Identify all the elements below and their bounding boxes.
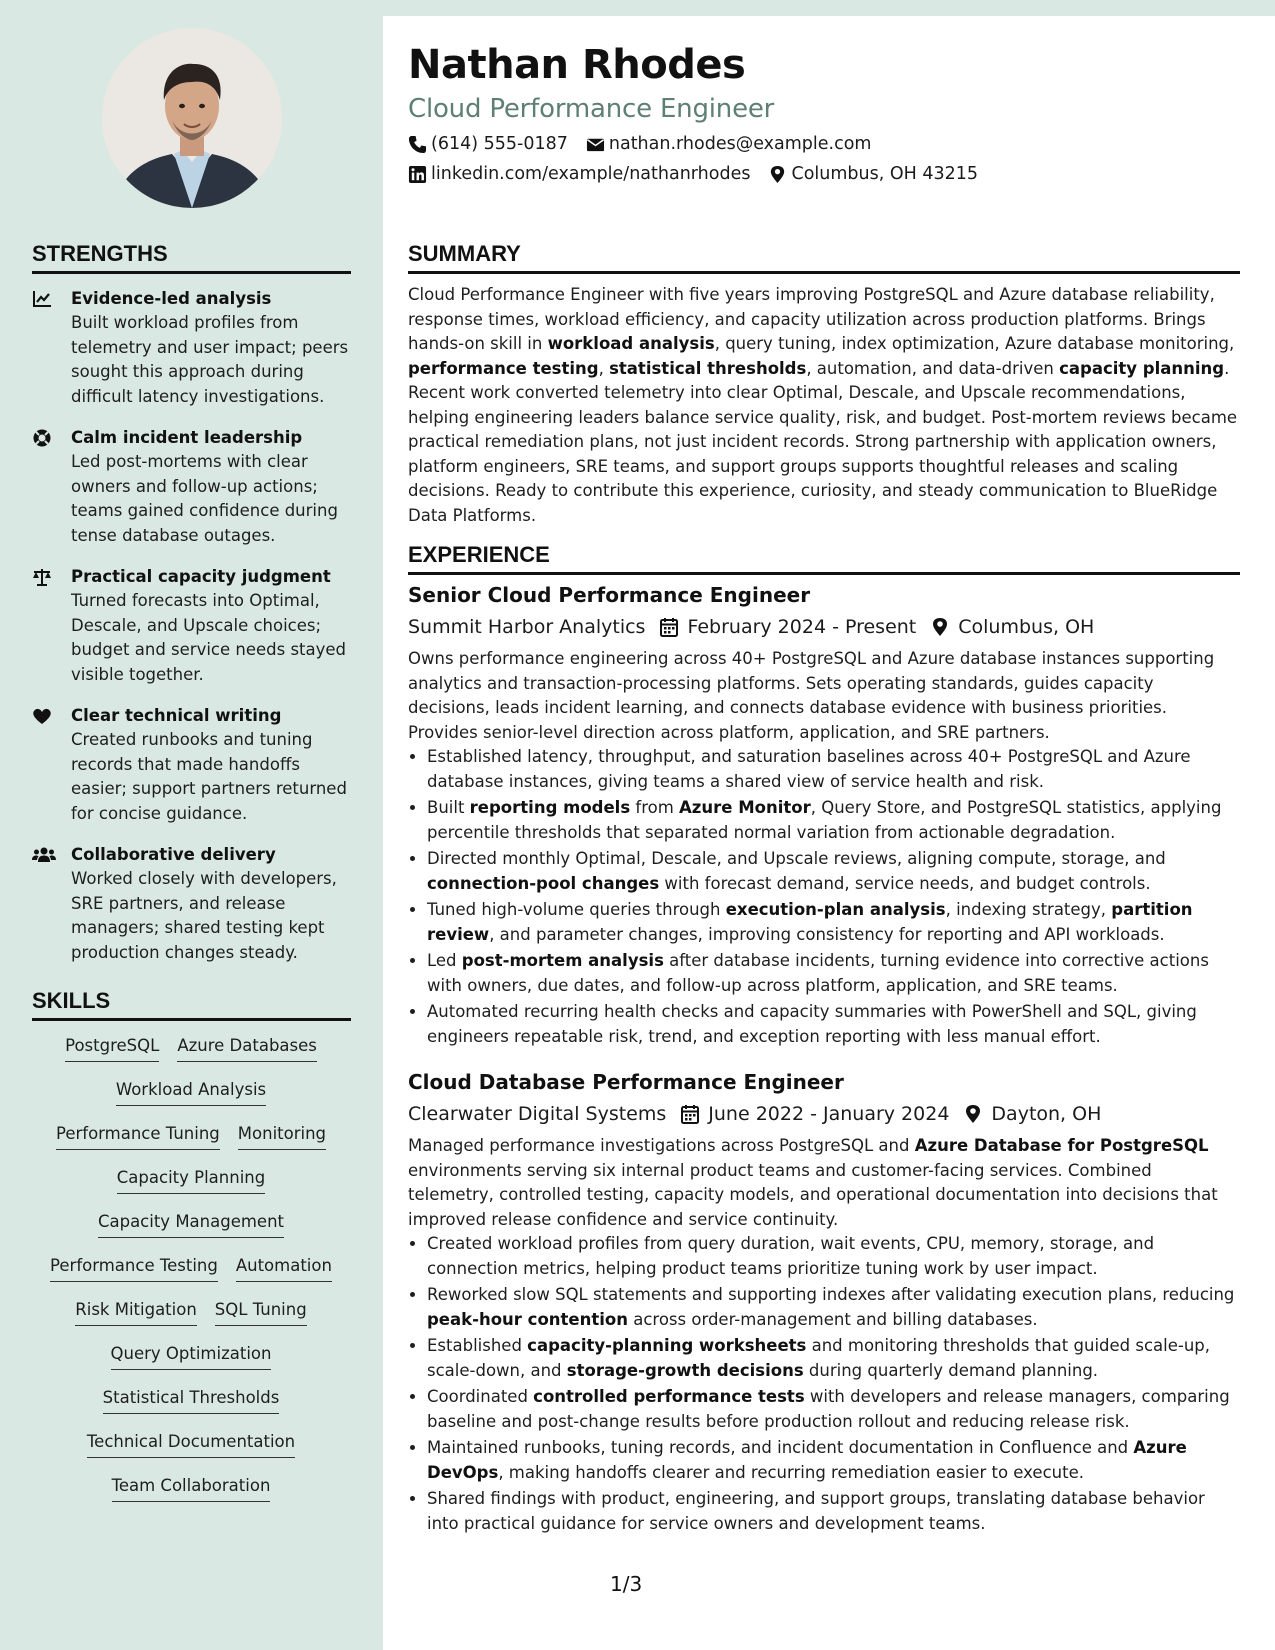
job-entry	[408, 581, 1240, 1051]
job-title: Cloud Database Performance Engineer	[408, 1070, 844, 1094]
life-ring-icon	[32, 425, 71, 548]
candidate-role: Cloud Performance Engineer	[408, 94, 775, 124]
contact-row	[408, 134, 889, 154]
skill-tag: Query Optimization	[111, 1342, 272, 1370]
job-bullets	[408, 1232, 1240, 1536]
strength-item	[32, 286, 350, 409]
strength-text: Built workload profiles from telemetry and user impact; peers sought this approach during difficult latency investigations.	[71, 313, 349, 406]
summary-heading: SUMMARY	[408, 241, 1240, 274]
job-dates: June 2022 - January 2024	[708, 1103, 950, 1125]
job-meta	[408, 1100, 1240, 1128]
job-bullets	[408, 745, 1240, 1049]
skill-tag: Workload Analysis	[116, 1078, 266, 1106]
job-bullet: • Automated recurring health checks and capacity summaries with PowerShell and SQL, giving engineers repeatable risk, trend, and exception reporting with less manual effort.	[427, 1000, 1240, 1049]
strength-item	[32, 425, 350, 548]
calendar-icon	[659, 617, 679, 637]
job-location: Dayton, OH	[991, 1103, 1102, 1125]
job-bullet: • Established capacity-planning worksheets and monitoring thresholds that guided scale-up, scale-down, and storage-growth decisions during quarterly demand planning.	[427, 1334, 1240, 1383]
job-description: Owns performance engineering across 40+ PostgreSQL and Azure database instances supporting analytics and transaction-processing platforms. Sets operating standards, guides capacity decisions, leads incident learning, and connects database evidence with business priorities. Provides senior-level direction across platform, application, and SRE partners.	[408, 649, 1215, 742]
balance-scale-icon	[32, 564, 71, 687]
strengths-list	[32, 286, 350, 981]
linkedin-link[interactable]: linkedin.com/example/nathanrhodes	[431, 164, 751, 184]
job-dates: February 2024 - Present	[687, 616, 917, 638]
job-bullet: • Established latency, throughput, and saturation baselines across 40+ PostgreSQL and Azure database instances, giving teams a shared view of service health and risk.	[427, 745, 1240, 794]
strength-text: Worked closely with developers, SRE partners, and release managers; shared testing kept production changes steady.	[71, 869, 337, 962]
skill-tag: Azure Databases	[177, 1034, 317, 1062]
skill-tag: Team Collaboration	[112, 1474, 271, 1502]
contact-row	[408, 164, 996, 184]
users-icon	[32, 842, 71, 965]
strength-item	[32, 842, 350, 965]
skill-tag: Monitoring	[238, 1122, 326, 1150]
job-bullet: • Directed monthly Optimal, Descale, and Upscale reviews, aligning compute, storage, and connection-pool changes with forecast demand, service needs, and budget controls.	[427, 847, 1240, 896]
company-name: Clearwater Digital Systems	[408, 1103, 667, 1125]
header-band	[383, 0, 1275, 16]
skill-tag: Performance Tuning	[56, 1122, 220, 1150]
job-bullet: • Created workload profiles from query duration, wait events, CPU, memory, storage, and connection metrics, helping product teams prioritize tuning work by user impact.	[427, 1232, 1240, 1281]
chart-line-icon	[32, 286, 71, 409]
job-title: Senior Cloud Performance Engineer	[408, 583, 811, 607]
email-link[interactable]: nathan.rhodes@example.com	[608, 134, 872, 154]
job-meta	[408, 613, 1240, 641]
strength-text: Created runbooks and tuning records that made handoffs easier; support partners returned for concise guidance.	[71, 730, 347, 823]
heart-icon	[32, 703, 71, 826]
strength-title: Calm incident leadership	[71, 428, 303, 447]
job-bullet: • Reworked slow SQL statements and supporting indexes after validating execution plans, reducing peak-hour contention across order-management and billing databases.	[427, 1283, 1240, 1332]
strength-item	[32, 703, 350, 826]
skill-tag: Technical Documentation	[87, 1430, 295, 1458]
skill-tag: Statistical Thresholds	[103, 1386, 280, 1414]
skills-list	[32, 1034, 350, 1518]
strengths-heading: STRENGTHS	[32, 241, 351, 274]
phone-icon	[408, 135, 427, 154]
job-bullet: • Coordinated controlled performance tests with developers and release managers, comparing baseline and post-change results before production rollout and reducing release risk.	[427, 1385, 1240, 1434]
job-bullet: • Tuned high-volume queries through execution-plan analysis, indexing strategy, partition review, and parameter changes, improving consistency for reporting and API workloads.	[427, 898, 1240, 947]
envelope-icon	[586, 135, 605, 154]
map-pin-icon	[768, 165, 787, 184]
skill-tag: Performance Testing	[50, 1254, 218, 1282]
job-entry	[408, 1068, 1240, 1538]
calendar-icon	[680, 1104, 700, 1124]
strength-text: Led post-mortems with clear owners and follow-up actions; teams gained confidence during tense database outages.	[71, 452, 338, 545]
strength-title: Collaborative delivery	[71, 845, 276, 864]
job-location: Columbus, OH	[958, 616, 1095, 638]
skill-tag: PostgreSQL	[65, 1034, 159, 1062]
phone-text[interactable]: (614) 555-0187	[431, 134, 568, 154]
strength-title: Practical capacity judgment	[71, 567, 331, 586]
job-bullet: • Shared findings with product, engineering, and support groups, translating database behavior into practical guidance for service owners and development teams.	[427, 1487, 1240, 1536]
strength-item	[32, 564, 350, 687]
linkedin-icon	[408, 165, 427, 184]
experience-heading: EXPERIENCE	[408, 542, 1240, 575]
skill-tag: Capacity Management	[98, 1210, 284, 1238]
candidate-name: Nathan Rhodes	[408, 42, 746, 88]
strength-text: Turned forecasts into Optimal, Descale, and Upscale choices; budget and service needs stayed visible together.	[71, 591, 347, 684]
skill-tag: Automation	[236, 1254, 332, 1282]
job-bullet: • Maintained runbooks, tuning records, and incident documentation in Confluence and Azure DevOps, making handoffs clearer and recurring remediation easier to execute.	[427, 1436, 1240, 1485]
strength-title: Evidence-led analysis	[71, 289, 272, 308]
skill-tag: Capacity Planning	[117, 1166, 265, 1194]
location-text: Columbus, OH 43215	[791, 164, 979, 184]
strength-title: Clear technical writing	[71, 706, 282, 725]
skills-heading: SKILLS	[32, 988, 351, 1021]
profile-photo	[102, 28, 282, 208]
summary-text: Cloud Performance Engineer with five years improving PostgreSQL and Azure database reliability, response times, workload efficiency, and capacity utilization across production platforms. Brings hands-on skill in workload analysis, query tuning, index optimization, Azure database monitoring, performance testing, statistical thresholds, automation, and data-driven capacity planning. Recent work converted telemetry into clear Optimal, Descale, and Upscale recommendations, helping engineering leaders balance service quality, risk, and budget. Post-mortem reviews became practical remediation plans, not just incident records. Strong partnership with application owners, platform engineers, SRE teams, and support groups supports thoughtful releases and scaling decisions. Ready to contribute this experience, curiosity, and steady communication to BlueRidge Data Platforms.	[408, 285, 1238, 525]
skill-tag: SQL Tuning	[215, 1298, 307, 1326]
map-pin-icon	[963, 1104, 983, 1124]
page-number: 1/3	[610, 1572, 643, 1596]
job-bullet: • Built reporting models from Azure Monitor, Query Store, and PostgreSQL statistics, applying percentile thresholds that separated normal variation from actionable degradation.	[427, 796, 1240, 845]
job-bullet: • Led post-mortem analysis after database incidents, turning evidence into corrective actions with owners, due dates, and follow-up across platform, application, and SRE teams.	[427, 949, 1240, 998]
job-description: Managed performance investigations across PostgreSQL and Azure Database for PostgreSQL environments serving six internal product teams and customer-facing services. Combined telemetry, controlled testing, capacity models, and operational documentation into decisions that improved release confidence and service continuity.	[408, 1136, 1218, 1229]
map-pin-icon	[930, 617, 950, 637]
skill-tag: Risk Mitigation	[75, 1298, 197, 1326]
company-name: Summit Harbor Analytics	[408, 616, 646, 638]
